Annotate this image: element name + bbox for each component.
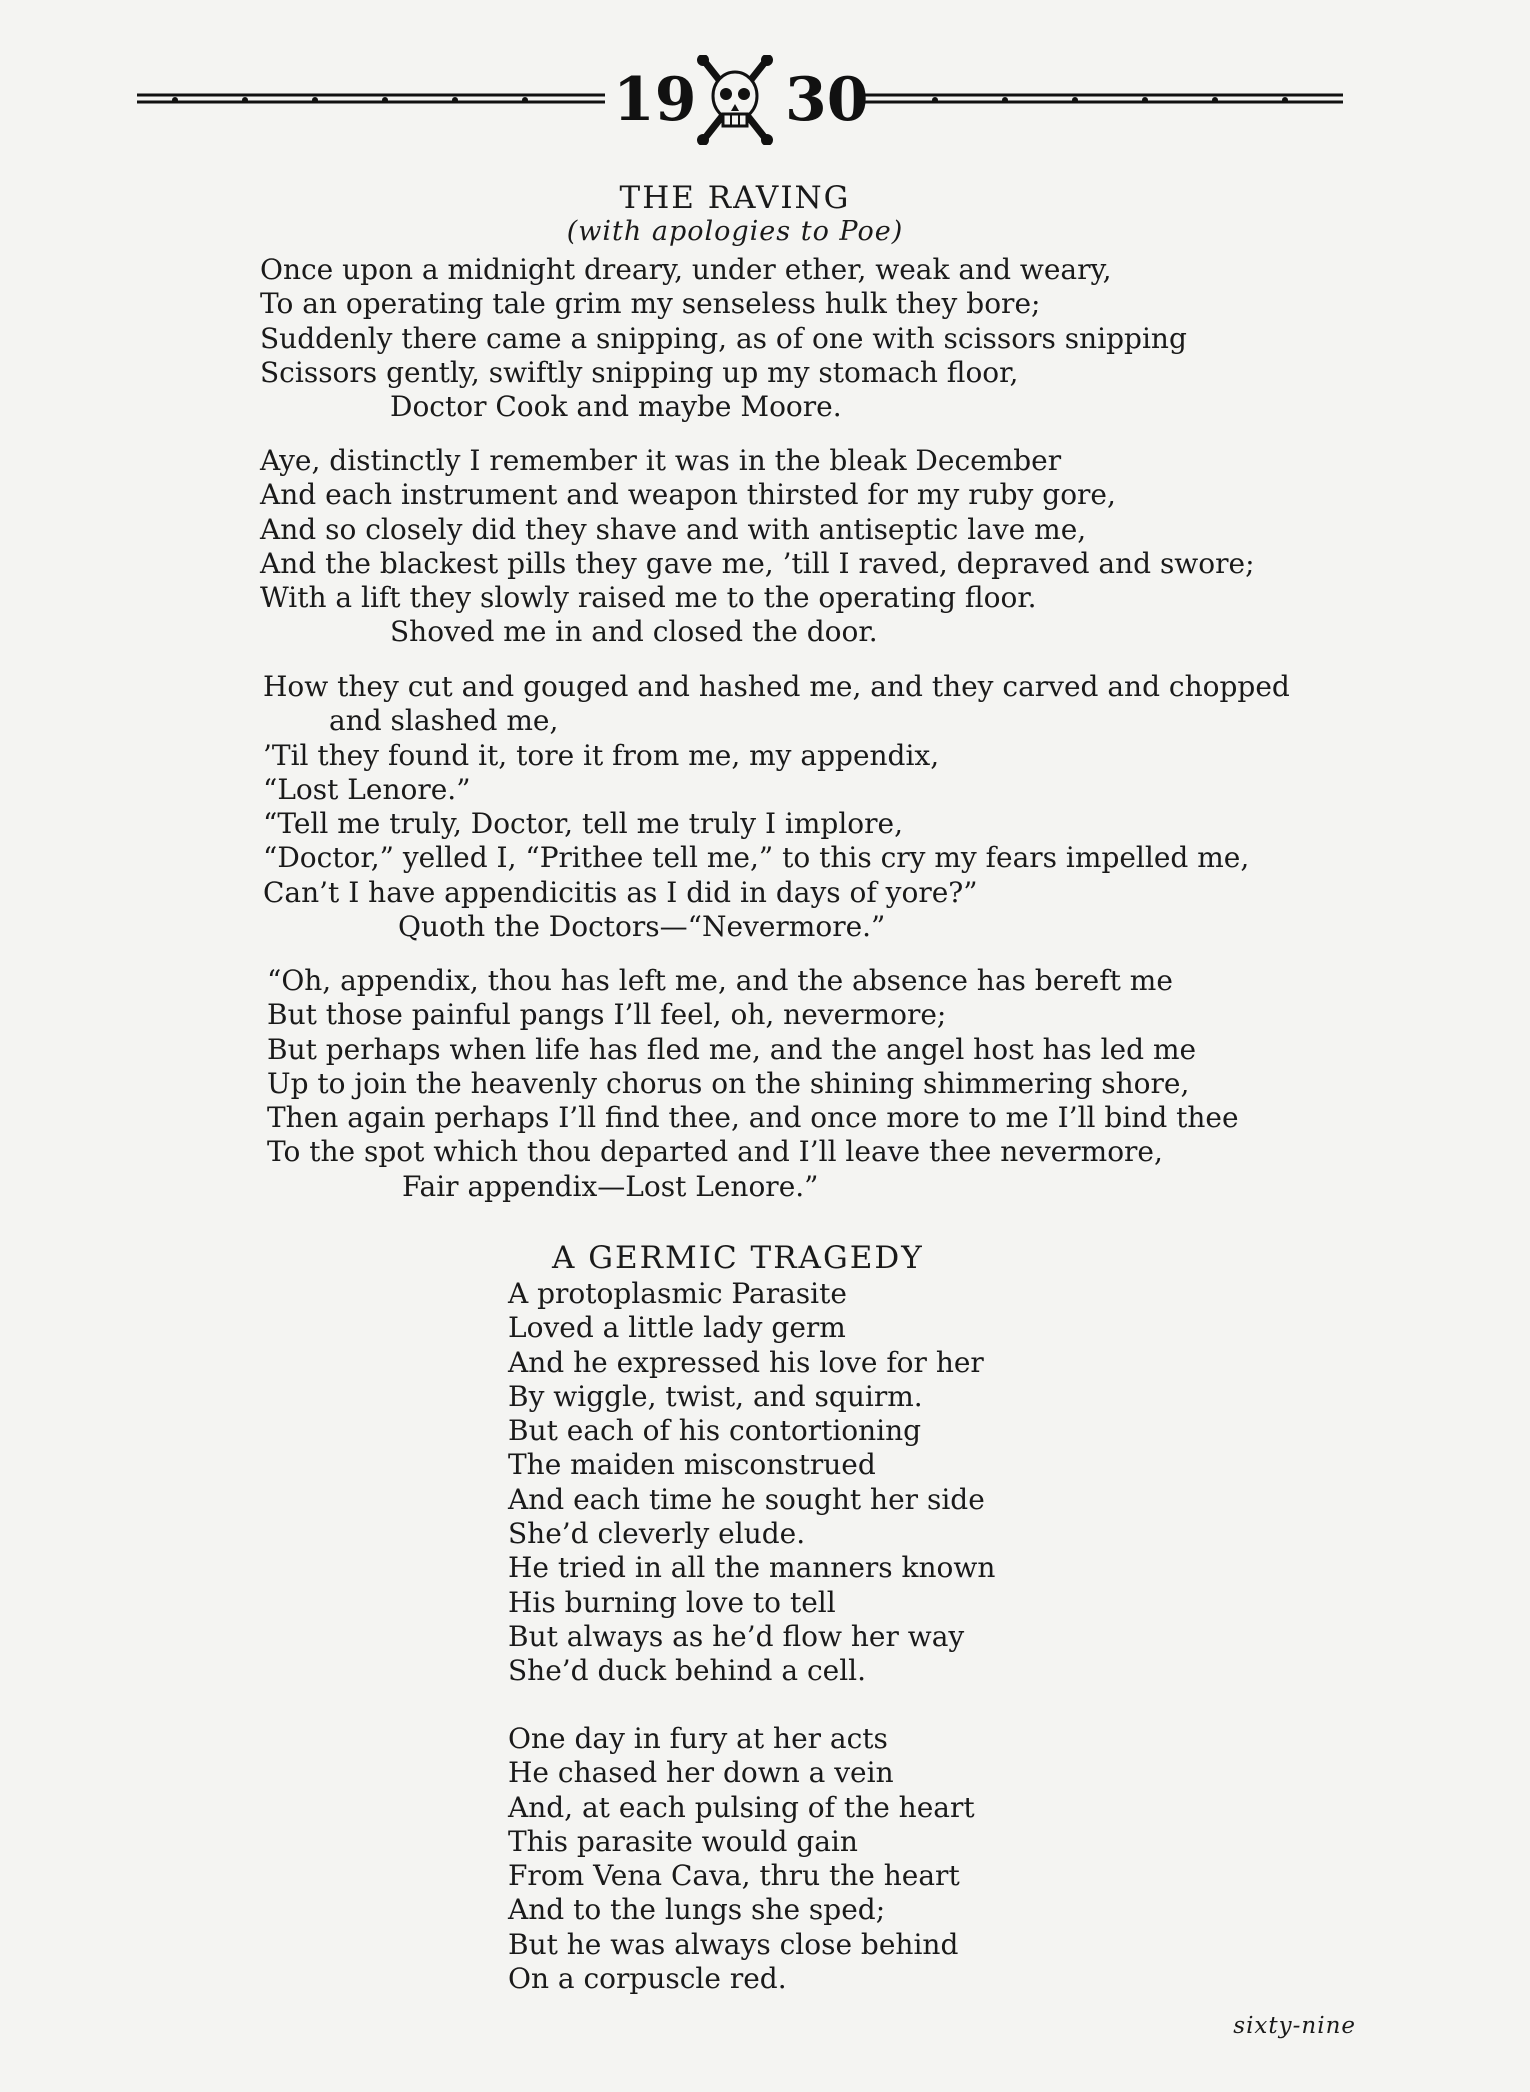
poem-line: A protoplasmic Parasite xyxy=(508,1277,847,1310)
poem-line: And so closely did they shave and with antiseptic lave me, xyxy=(260,512,1087,546)
poem-line: To the spot which thou departed and I’ll leave thee nevermore, xyxy=(267,1135,1163,1169)
raving-stanza-3 xyxy=(263,670,1290,944)
poem-line: But always as he’d flow her way xyxy=(508,1619,965,1653)
poem-line: And each time he sought her side xyxy=(508,1482,985,1516)
poem-line: But those painful pangs I’ll feel, oh, nevermore; xyxy=(267,998,947,1032)
poem-line: Then again perhaps I’ll find thee, and once more to me I’ll bind thee xyxy=(267,1101,1239,1135)
germic-stanza-1 xyxy=(508,1277,995,1689)
poem-line: To an operating tale grim my senseless hulk they bore; xyxy=(260,287,1041,321)
poem-line: Doctor Cook and maybe Moore. xyxy=(390,390,842,424)
poem-line: Fair appendix—Lost Lenore.” xyxy=(402,1169,819,1203)
poem-line: Quoth the Doctors—“Nevermore.” xyxy=(398,910,886,944)
poem-line: On a corpuscle red. xyxy=(508,1962,787,1996)
year-suffix: 30 xyxy=(785,65,869,135)
poem-line: ’Til they found it, tore it from me, my appendix, xyxy=(263,738,940,772)
poem-line: And he expressed his love for her xyxy=(508,1345,984,1379)
yearbook-header xyxy=(135,55,1345,145)
poem-line: By wiggle, twist, and squirm. xyxy=(508,1379,923,1413)
poem-line: With a lift they slowly raised me to the operating floor. xyxy=(260,581,1037,615)
poem-line: But perhaps when life has fled me, and the angel host has led me xyxy=(267,1032,1197,1066)
poem-line: Shoved me in and closed the door. xyxy=(390,615,878,649)
poem-line: Up to join the heavenly chorus on the shining shimmering shore, xyxy=(267,1066,1190,1100)
poem-line: and slashed me, xyxy=(329,704,559,738)
poem-line: Loved a little lady germ xyxy=(508,1311,846,1345)
poem-line: “Doctor,” yelled I, “Prithee tell me,” to this cry my fears impelled me, xyxy=(263,841,1250,875)
poem-line: Aye, distinctly I remember it was in the bleak December xyxy=(260,444,1062,477)
poem-line: Scissors gently, swiftly snipping up my stomach floor, xyxy=(260,355,1019,389)
raving-stanza-4 xyxy=(267,964,1239,1204)
poem-line: “Oh, appendix, thou has left me, and the absence has bereft me xyxy=(267,964,1173,997)
poem-line: And to the lungs she sped; xyxy=(508,1893,886,1927)
raving-stanza-2 xyxy=(260,444,1255,650)
page-number: sixty-nine xyxy=(1233,2013,1356,2039)
poem-line: Suddenly there came a snipping, as of one with scissors snipping xyxy=(260,321,1187,355)
poem-line: He chased her down a vein xyxy=(508,1756,894,1790)
poem-line: But he was always close behind xyxy=(508,1927,959,1961)
poem-line: She’d duck behind a cell. xyxy=(508,1654,867,1688)
poem-line: Once upon a midnight dreary, under ether, weak and weary, xyxy=(260,253,1112,286)
poem-title-germic-tragedy: A GERMIC TRAGEDY xyxy=(552,1240,924,1276)
poem-line: “Tell me truly, Doctor, tell me truly I implore, xyxy=(263,807,904,841)
raving-stanza-1 xyxy=(260,253,1187,424)
poem-line: “Lost Lenore.” xyxy=(263,772,471,806)
poem-line: From Vena Cava, thru the heart xyxy=(508,1859,960,1893)
poem-line: And each instrument and weapon thirsted for my ruby gore, xyxy=(260,478,1116,512)
poem-title-the-raving: THE RAVING xyxy=(619,180,851,216)
skull-crossbones-icon xyxy=(697,55,773,145)
poem-line: And the blackest pills they gave me, ’till I raved, depraved and swore; xyxy=(260,546,1255,580)
year-prefix: 19 xyxy=(613,65,697,135)
poem-line: But each of his contortioning xyxy=(508,1414,922,1448)
poem-line: This parasite would gain xyxy=(508,1824,858,1858)
poem-line: And, at each pulsing of the heart xyxy=(508,1790,975,1824)
poem-subtitle: (with apologies to Poe) xyxy=(566,216,904,247)
poem-line: He tried in all the manners known xyxy=(508,1551,996,1585)
germic-stanza-2 xyxy=(508,1722,975,1996)
poem-line: Can’t I have appendicitis as I did in days of yore?” xyxy=(263,875,978,909)
poem-line: She’d cleverly elude. xyxy=(508,1517,806,1551)
poem-line: The maiden misconstrued xyxy=(508,1448,876,1482)
poem-line: His burning love to tell xyxy=(508,1585,836,1619)
header-rule-decoration xyxy=(135,55,1345,145)
poem-line: How they cut and gouged and hashed me, and they carved and chopped xyxy=(263,670,1290,703)
poem-line: One day in fury at her acts xyxy=(508,1722,888,1755)
